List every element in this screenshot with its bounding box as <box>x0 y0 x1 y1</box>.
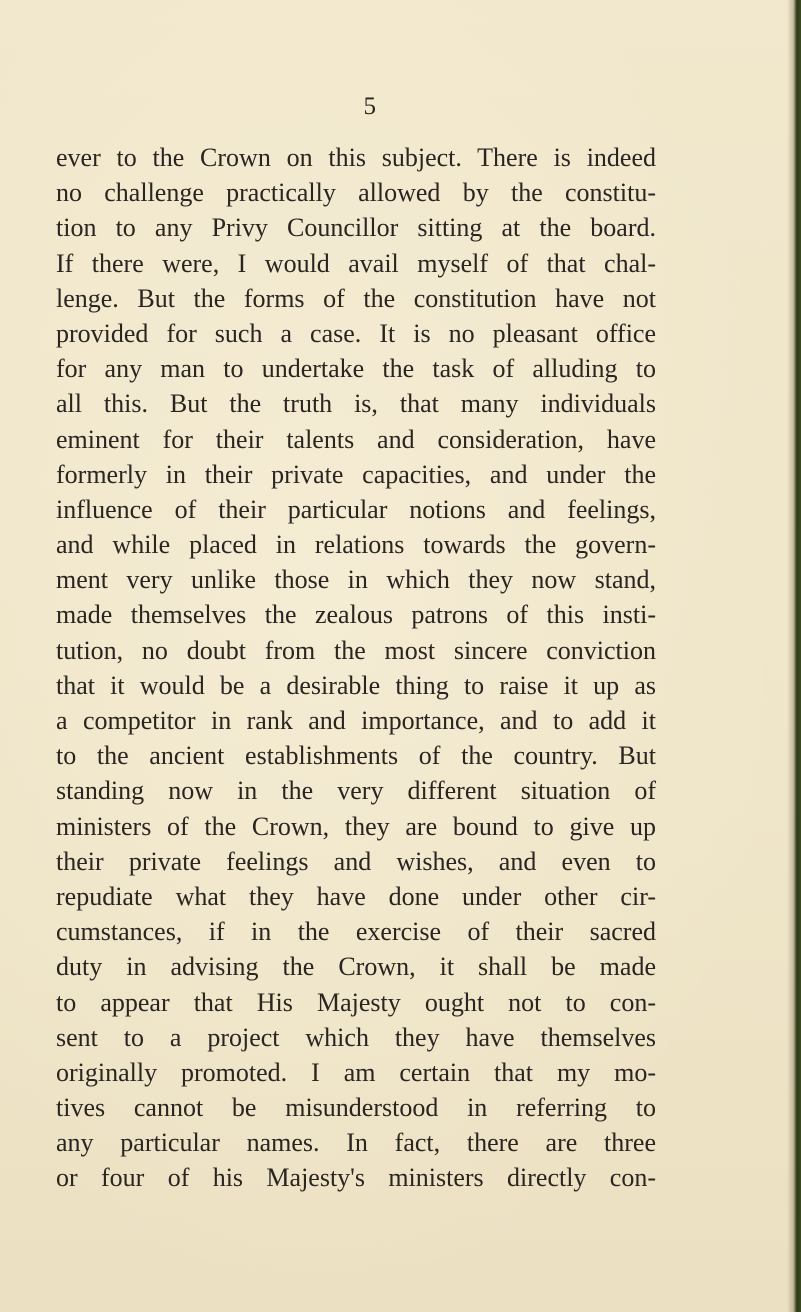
text-line: lenge. But the forms of the constitution have not <box>56 283 656 313</box>
text-line: If there were, I would avail myself of that chal- <box>56 248 656 278</box>
text-line: duty in advising the Crown, it shall be made <box>56 952 656 982</box>
page-edge-shadow <box>787 0 801 1312</box>
text-line: tives cannot be misunderstood in referring to <box>56 1093 656 1123</box>
text-line: no challenge practically allowed by the constitu- <box>56 178 656 208</box>
text-line: cumstances, if in the exercise of their sacred <box>56 917 656 947</box>
text-line: formerly in their private capacities, and under the <box>56 459 656 489</box>
body-text <box>56 140 656 1196</box>
page-number: 5 <box>363 93 377 120</box>
text-line: ministers of the Crown, they are bound to give up <box>56 811 656 841</box>
text-line: originally promoted. I am certain that my mo- <box>56 1057 656 1087</box>
text-line: standing now in the very different situation of <box>56 776 656 806</box>
text-line: or four of his Majesty's ministers directly con- <box>56 1163 656 1193</box>
text-line: that it would be a desirable thing to raise it up as <box>56 670 656 700</box>
text-line: influence of their particular notions and feelings, <box>56 494 656 524</box>
text-line: ment very unlike those in which they now stand, <box>56 565 656 595</box>
text-line: a competitor in rank and importance, and to add it <box>56 706 656 735</box>
text-line: to the ancient establishments of the country. But <box>56 741 656 771</box>
text-line: all this. But the truth is, that many individuals <box>56 389 656 419</box>
text-line: their private feelings and wishes, and even to <box>56 846 656 876</box>
text-line: provided for such a case. It is no pleasant office <box>56 318 656 348</box>
text-line: eminent for their talents and consideration, have <box>56 424 656 454</box>
text-line: sent to a project which they have themselves <box>56 1022 656 1052</box>
text-line: and while placed in relations towards the govern- <box>56 530 656 560</box>
text-line: ever to the Crown on this subject. There is indeed <box>56 143 656 172</box>
text-line: tution, no doubt from the most sincere conviction <box>56 635 656 665</box>
text-line: for any man to undertake the task of alluding to <box>56 354 656 384</box>
text-line: any particular names. In fact, there are three <box>56 1128 656 1158</box>
text-line: made themselves the zealous patrons of this insti- <box>56 600 656 630</box>
text-line: repudiate what they have done under other cir- <box>56 881 656 911</box>
text-line: to appear that His Majesty ought not to con- <box>56 987 656 1017</box>
text-line: tion to any Privy Councillor sitting at the board. <box>56 213 656 243</box>
